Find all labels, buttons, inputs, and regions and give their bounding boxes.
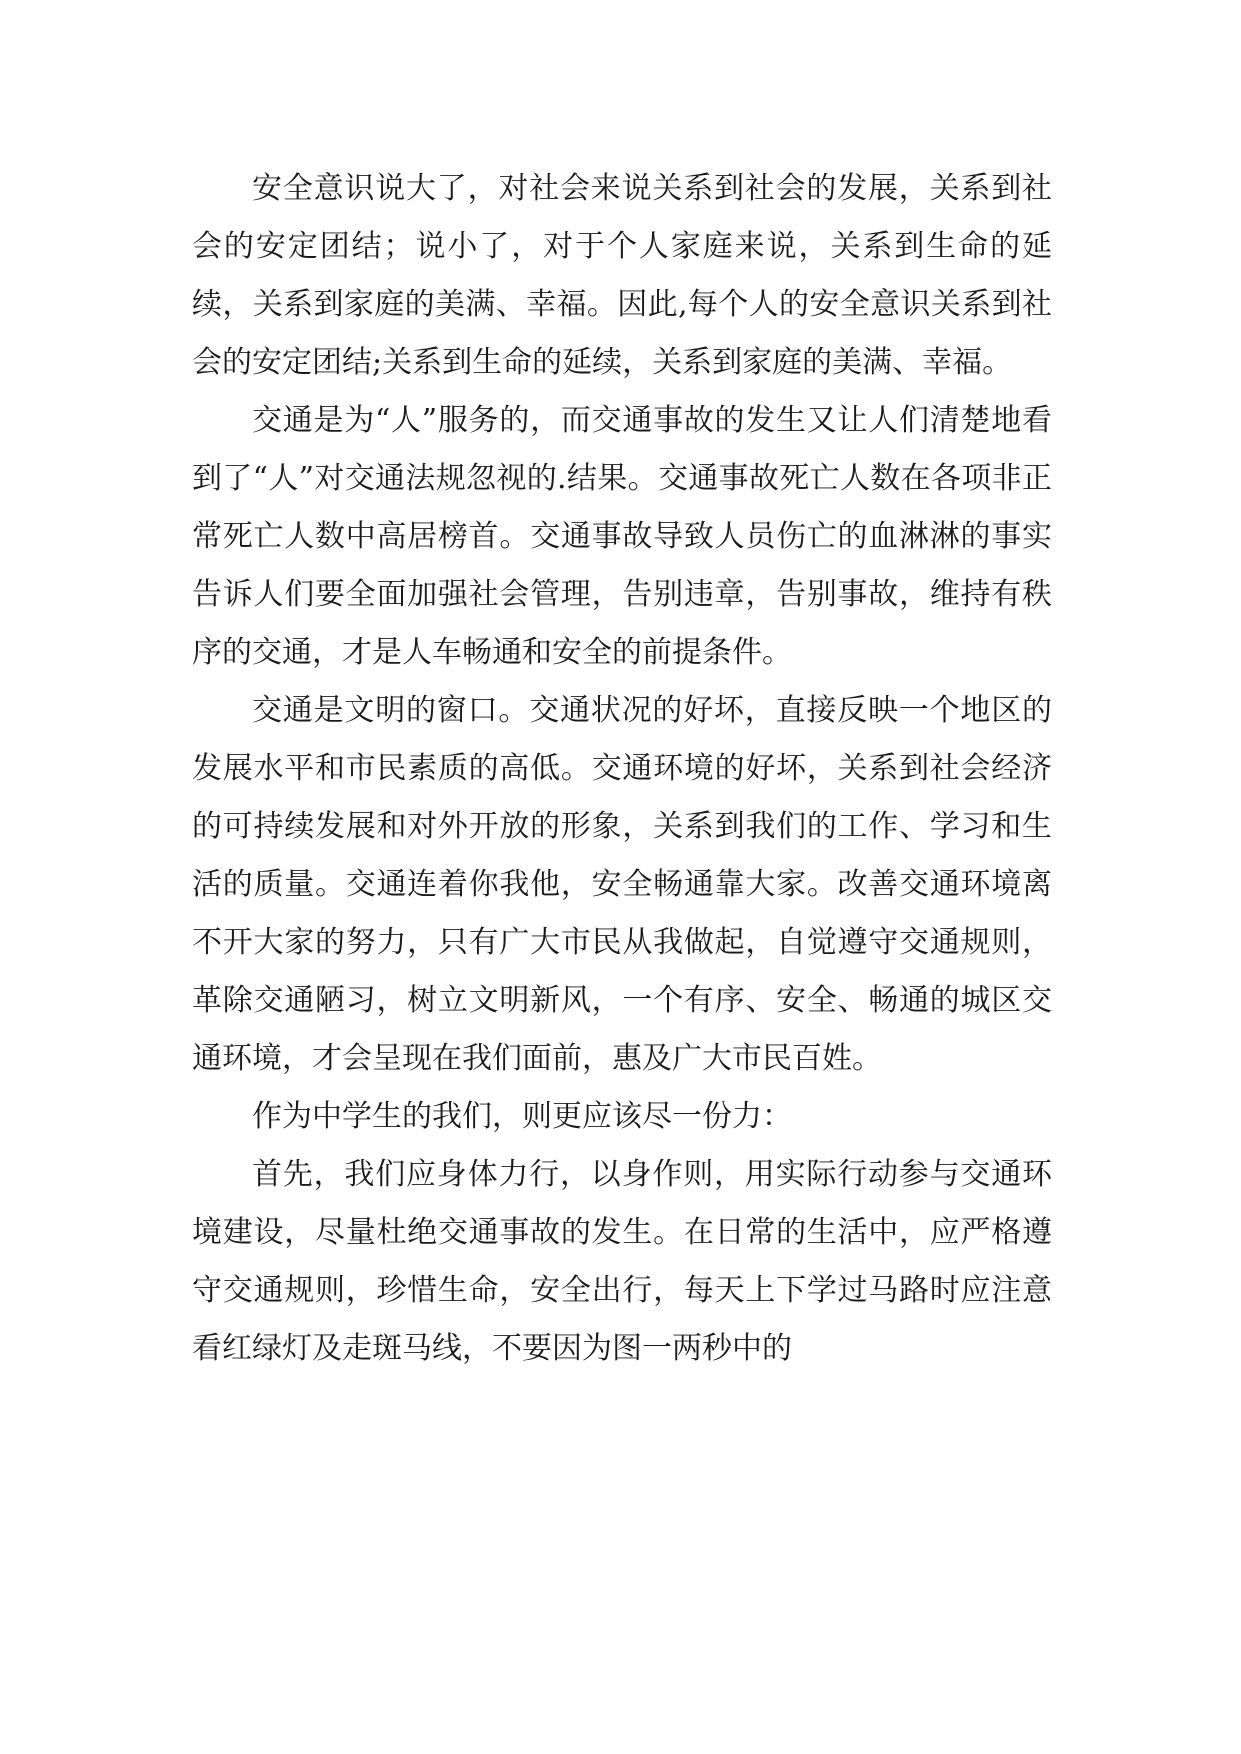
paragraph-first-point: 首先，我们应身体力行，以身作则，用实际行动参与交通环境建设，尽量杜绝交通事故的发生。在日常的生活中，应严格遵守交通规则，珍惜生命，安全出行，每天上下学过马路时应注意看红绿灯及走斑马线，不要因为图一两秒中的 xyxy=(192,1157,1052,1366)
paragraph-students-contribution: 作为中学生的我们，则更应该尽一份力： xyxy=(252,1099,792,1134)
document-body xyxy=(192,160,1052,1378)
paragraph-traffic-civilization: 交通是文明的窗口。交通状况的好坏，直接反映一个地区的发展水平和市民素质的高低。交通环境的好坏，关系到社会经济的可持续发展和对外开放的形象，关系到我们的工作、学习和生活的质量。交通连着你我他，安全畅通靠大家。改善交通环境离不开大家的努力，只有广大市民从我做起，自觉遵守交通规则，革除交通陋习，树立文明新风，一个有序、安全、畅通的城区交通环境，才会呈现在我们面前，惠及广大市民百姓。 xyxy=(192,693,1052,1076)
paragraph-safety-awareness: 安全意识说大了，对社会来说关系到社会的发展，关系到社会的安定团结；说小了，对于个人家庭来说，关系到生命的延续，关系到家庭的美满、幸福。因此,每个人的安全意识关系到社会的安定团结;关系到生命的延续，关系到家庭的美满、幸福。 xyxy=(192,171,1052,380)
paragraph-traffic-serves-people: 交通是为“人”服务的，而交通事故的发生又让人们清楚地看到了“人”对交通法规忽视的.结果。交通事故死亡人数在各项非正常死亡人数中高居榜首。交通事故导致人员伤亡的血淋淋的事实告诉人们要全面加强社会管理，告别违章，告别事故，维持有秩序的交通，才是人车畅通和安全的前提条件。 xyxy=(192,403,1052,670)
